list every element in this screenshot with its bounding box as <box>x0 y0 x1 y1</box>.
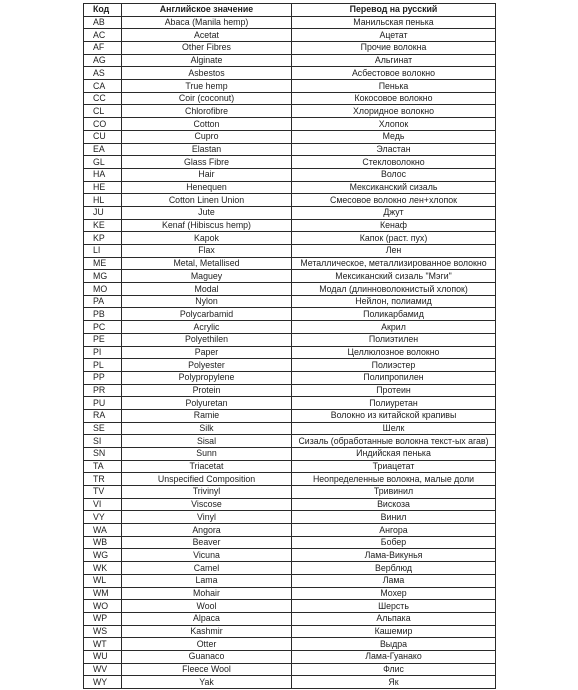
code-cell: HE <box>84 182 122 195</box>
english-name-cell: Wool <box>122 600 292 613</box>
code-cell: CO <box>84 118 122 131</box>
code-cell: MO <box>84 283 122 296</box>
code-cell: AG <box>84 55 122 68</box>
russian-translation-cell: Хлоридное волокно <box>292 105 496 118</box>
code-cell: WK <box>84 562 122 575</box>
code-cell: PA <box>84 296 122 309</box>
english-name-cell: Silk <box>122 423 292 436</box>
english-name-cell: Vicuna <box>122 549 292 562</box>
english-name-cell: Acrylic <box>122 321 292 334</box>
code-cell: WT <box>84 638 122 651</box>
russian-translation-cell: Капок (раст. пух) <box>292 232 496 245</box>
english-name-cell: Asbestos <box>122 67 292 80</box>
russian-translation-cell: Индийская пенька <box>292 448 496 461</box>
code-cell: WO <box>84 600 122 613</box>
english-name-cell: Abaca (Manila hemp) <box>122 17 292 30</box>
code-cell: PP <box>84 372 122 385</box>
russian-translation-cell: Шерсть <box>292 600 496 613</box>
russian-translation-cell: Смесовое волокно лен+хлопок <box>292 194 496 207</box>
code-cell: WY <box>84 676 122 689</box>
code-cell: KE <box>84 220 122 233</box>
english-name-cell: Angora <box>122 524 292 537</box>
code-cell: PI <box>84 347 122 360</box>
russian-translation-cell: Кашемир <box>292 626 496 639</box>
russian-translation-cell: Сизаль (обработанные волокна текст-ых агав) <box>292 435 496 448</box>
english-name-cell: Guanaco <box>122 651 292 664</box>
code-cell: HA <box>84 169 122 182</box>
header-english: Английское значение <box>122 4 292 17</box>
code-cell: PE <box>84 334 122 347</box>
russian-translation-cell: Нейлон, полиамид <box>292 296 496 309</box>
russian-translation-cell: Шелк <box>292 423 496 436</box>
english-name-cell: Polyuretan <box>122 397 292 410</box>
english-name-cell: Vinyl <box>122 511 292 524</box>
russian-translation-cell: Лама <box>292 575 496 588</box>
english-name-cell: Polyethilen <box>122 334 292 347</box>
english-name-cell: Jute <box>122 207 292 220</box>
russian-translation-cell: Металлическое, металлизированное волокно <box>292 258 496 271</box>
english-name-cell: Elastan <box>122 144 292 157</box>
russian-translation-cell: Прочие волокна <box>292 42 496 55</box>
english-name-cell: Cotton Linen Union <box>122 194 292 207</box>
russian-translation-cell: Флис <box>292 664 496 677</box>
russian-translation-cell: Мохер <box>292 588 496 601</box>
english-name-cell: Cupro <box>122 131 292 144</box>
english-name-cell: Cotton <box>122 118 292 131</box>
english-name-cell: Metal, Metallised <box>122 258 292 271</box>
code-cell: WA <box>84 524 122 537</box>
english-name-cell: Triacetat <box>122 461 292 474</box>
english-name-cell: Polyester <box>122 359 292 372</box>
header-russian: Перевод на русский <box>292 4 496 17</box>
header-code: Код <box>84 4 122 17</box>
code-cell: AC <box>84 29 122 42</box>
english-name-cell: Viscose <box>122 499 292 512</box>
code-cell: SI <box>84 435 122 448</box>
english-name-cell: Polycarbamid <box>122 308 292 321</box>
code-cell: PB <box>84 308 122 321</box>
code-cell: ME <box>84 258 122 271</box>
english-name-cell: Protein <box>122 385 292 398</box>
code-cell: CU <box>84 131 122 144</box>
english-name-cell: Unspecified Composition <box>122 473 292 486</box>
russian-translation-cell: Верблюд <box>292 562 496 575</box>
english-name-cell: Glass Fibre <box>122 156 292 169</box>
code-cell: TA <box>84 461 122 474</box>
code-cell: EA <box>84 144 122 157</box>
russian-translation-cell: Полиэстер <box>292 359 496 372</box>
russian-translation-cell: Лама-Викунья <box>292 549 496 562</box>
russian-translation-cell: Манильская пенька <box>292 17 496 30</box>
russian-translation-cell: Акрил <box>292 321 496 334</box>
russian-translation-cell: Ацетат <box>292 29 496 42</box>
code-cell: SN <box>84 448 122 461</box>
russian-translation-cell: Пенька <box>292 80 496 93</box>
code-cell: MG <box>84 270 122 283</box>
code-cell: WV <box>84 664 122 677</box>
russian-translation-cell: Стекловолокно <box>292 156 496 169</box>
code-cell: CA <box>84 80 122 93</box>
russian-translation-cell: Полиэтилен <box>292 334 496 347</box>
code-cell: GL <box>84 156 122 169</box>
english-name-cell: Beaver <box>122 537 292 550</box>
english-name-cell: Sunn <box>122 448 292 461</box>
english-name-cell: Alpaca <box>122 613 292 626</box>
english-name-cell: Ramie <box>122 410 292 423</box>
russian-translation-cell: Выдра <box>292 638 496 651</box>
code-cell: PR <box>84 385 122 398</box>
english-name-cell: Chlorofibre <box>122 105 292 118</box>
russian-translation-cell: Лама-Гуанако <box>292 651 496 664</box>
russian-translation-cell: Мексиканский сизаль "Мэги" <box>292 270 496 283</box>
code-cell: WS <box>84 626 122 639</box>
code-cell: TV <box>84 486 122 499</box>
russian-translation-cell: Тривинил <box>292 486 496 499</box>
english-name-cell: Paper <box>122 347 292 360</box>
russian-translation-cell: Асбестовое волокно <box>292 67 496 80</box>
russian-translation-cell: Протеин <box>292 385 496 398</box>
english-name-cell: Fleece Wool <box>122 664 292 677</box>
russian-translation-cell: Винил <box>292 511 496 524</box>
russian-translation-cell: Модал (длинноволокнистый хлопок) <box>292 283 496 296</box>
code-cell: PC <box>84 321 122 334</box>
code-cell: WB <box>84 537 122 550</box>
english-name-cell: Hair <box>122 169 292 182</box>
russian-translation-cell: Кокосовое волокно <box>292 93 496 106</box>
russian-translation-cell: Джут <box>292 207 496 220</box>
code-cell: VY <box>84 511 122 524</box>
english-name-cell: Lama <box>122 575 292 588</box>
code-cell: LI <box>84 245 122 258</box>
english-name-cell: Kapok <box>122 232 292 245</box>
english-name-cell: Camel <box>122 562 292 575</box>
code-cell: AF <box>84 42 122 55</box>
russian-translation-cell: Лен <box>292 245 496 258</box>
english-name-cell: Modal <box>122 283 292 296</box>
russian-translation-cell: Медь <box>292 131 496 144</box>
russian-translation-cell: Бобер <box>292 537 496 550</box>
english-name-cell: Maguey <box>122 270 292 283</box>
russian-translation-cell: Волос <box>292 169 496 182</box>
russian-translation-cell: Мексиканский сизаль <box>292 182 496 195</box>
english-name-cell: True hemp <box>122 80 292 93</box>
code-cell: WG <box>84 549 122 562</box>
code-cell: PU <box>84 397 122 410</box>
code-cell: AB <box>84 17 122 30</box>
code-cell: HL <box>84 194 122 207</box>
english-name-cell: Henequen <box>122 182 292 195</box>
russian-translation-cell: Неопределенные волокна, малые доли <box>292 473 496 486</box>
code-cell: WM <box>84 588 122 601</box>
english-name-cell: Mohair <box>122 588 292 601</box>
russian-translation-cell: Полипропилен <box>292 372 496 385</box>
english-name-cell: Flax <box>122 245 292 258</box>
english-name-cell: Otter <box>122 638 292 651</box>
russian-translation-cell: Целлюлозное волокно <box>292 347 496 360</box>
code-cell: KP <box>84 232 122 245</box>
english-name-cell: Coir (coconut) <box>122 93 292 106</box>
code-cell: TR <box>84 473 122 486</box>
code-cell: WP <box>84 613 122 626</box>
russian-translation-cell: Альпака <box>292 613 496 626</box>
english-name-cell: Polypropylene <box>122 372 292 385</box>
english-name-cell: Yak <box>122 676 292 689</box>
english-name-cell: Sisal <box>122 435 292 448</box>
code-cell: VI <box>84 499 122 512</box>
code-cell: CL <box>84 105 122 118</box>
code-cell: CC <box>84 93 122 106</box>
english-name-cell: Kenaf (Hibiscus hemp) <box>122 220 292 233</box>
code-cell: PL <box>84 359 122 372</box>
russian-translation-cell: Хлопок <box>292 118 496 131</box>
russian-translation-cell: Альгинат <box>292 55 496 68</box>
english-name-cell: Nylon <box>122 296 292 309</box>
english-name-cell: Acetat <box>122 29 292 42</box>
code-cell: WL <box>84 575 122 588</box>
russian-translation-cell: Полиуретан <box>292 397 496 410</box>
russian-translation-cell: Триацетат <box>292 461 496 474</box>
russian-translation-cell: Кенаф <box>292 220 496 233</box>
code-cell: WU <box>84 651 122 664</box>
russian-translation-cell: Волокно из китайской крапивы <box>292 410 496 423</box>
russian-translation-cell: Як <box>292 676 496 689</box>
russian-translation-cell: Вискоза <box>292 499 496 512</box>
russian-translation-cell: Поликарбамид <box>292 308 496 321</box>
english-name-cell: Alginate <box>122 55 292 68</box>
code-cell: JU <box>84 207 122 220</box>
english-name-cell: Other Fibres <box>122 42 292 55</box>
english-name-cell: Trivinyl <box>122 486 292 499</box>
russian-translation-cell: Эластан <box>292 144 496 157</box>
code-cell: AS <box>84 67 122 80</box>
english-name-cell: Kashmir <box>122 626 292 639</box>
code-cell: RA <box>84 410 122 423</box>
russian-translation-cell: Ангора <box>292 524 496 537</box>
code-cell: SE <box>84 423 122 436</box>
fibre-code-table <box>83 3 496 689</box>
